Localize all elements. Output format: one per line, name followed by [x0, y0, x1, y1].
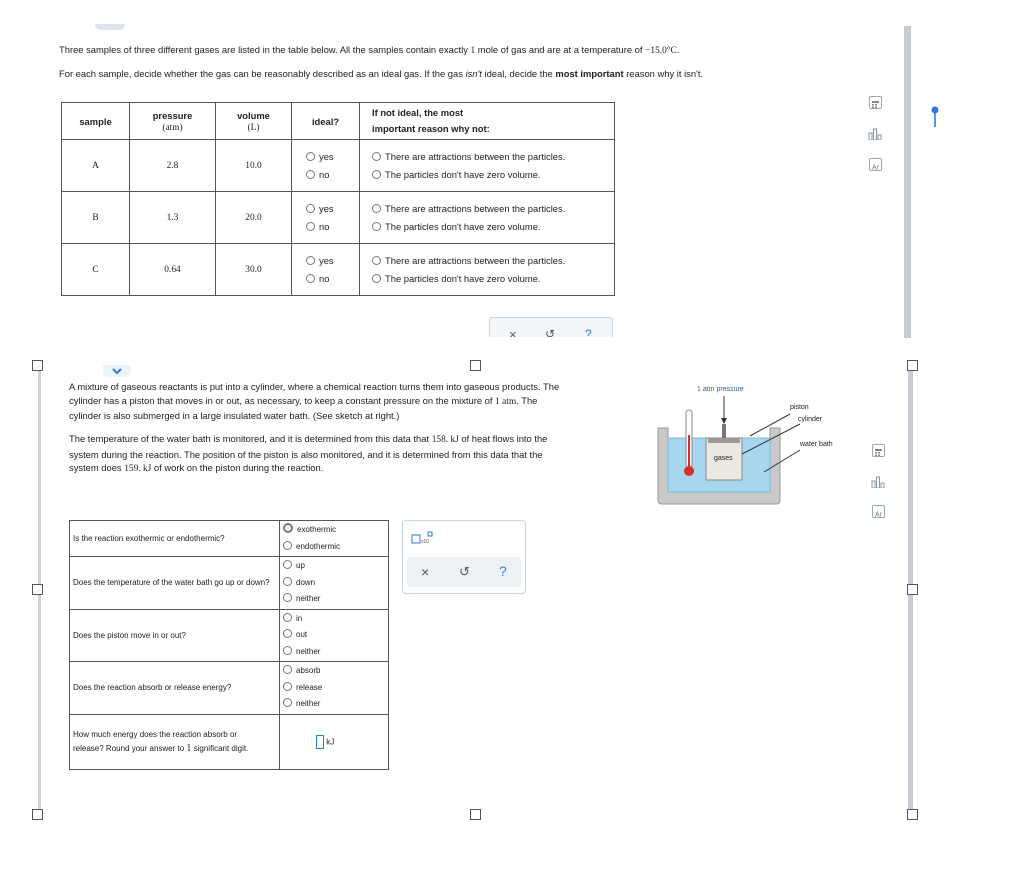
option-label: neither	[296, 646, 321, 656]
reason-cell	[360, 244, 615, 296]
periodic-table-icon[interactable]	[869, 158, 882, 171]
option-label: The particles don't have zero volume.	[385, 272, 541, 284]
instr-text-c: reason why it isn't.	[623, 68, 704, 79]
collapse-chevron-icon[interactable]	[103, 365, 131, 377]
option-label: There are attractions between the particles.	[385, 202, 566, 214]
periodic-table-icon[interactable]	[872, 505, 885, 518]
ideal-yes-option[interactable]	[306, 148, 358, 166]
radio-button[interactable]	[283, 560, 292, 569]
endothermic-option[interactable]	[283, 539, 387, 556]
clear-button[interactable]: ×	[509, 327, 517, 337]
p2-heat: 158. kJ	[431, 435, 459, 445]
q5-digit: 1	[186, 742, 192, 754]
up-option[interactable]	[283, 558, 387, 575]
part1-instructions	[59, 68, 703, 80]
option-label: There are attractions between the particles.	[385, 254, 566, 266]
answer-cell	[280, 557, 389, 610]
option-label: yes	[319, 202, 334, 214]
header-reason-line1: If not ideal, the most	[372, 107, 464, 118]
undo-button[interactable]: ↺	[459, 564, 470, 579]
reason-volume-option[interactable]	[372, 270, 613, 288]
out-option[interactable]	[283, 627, 387, 644]
p1-text-c: . The	[516, 394, 538, 406]
intro-text-b: mole of gas and are at a temperature of	[475, 44, 646, 55]
header-volume	[216, 103, 292, 140]
option-label: There are attractions between the particles.	[385, 150, 566, 162]
option-label: no	[319, 220, 330, 232]
svg-text:x10: x10	[421, 539, 430, 545]
reason-attractions-option[interactable]	[372, 200, 613, 218]
ideal-yes-option[interactable]	[306, 252, 358, 270]
intro-text-a: Three samples of three different gases are listed in the table below. All the samples contain exactly	[59, 44, 471, 55]
reason-attractions-option[interactable]	[372, 148, 613, 166]
ideal-cell	[292, 140, 360, 192]
q5-text-b: release? Round your answer to	[73, 743, 187, 753]
resize-handle[interactable]	[907, 584, 918, 595]
pressure-cell: 1.3	[130, 192, 216, 244]
calculator-icon[interactable]	[872, 444, 885, 457]
table-row	[70, 557, 389, 610]
question-cell: Does the piston move in or out?	[70, 609, 280, 662]
undo-button[interactable]: ↺	[545, 327, 556, 337]
table-row	[70, 662, 389, 715]
gas-samples-table	[61, 102, 615, 296]
intro-text-c: .	[676, 44, 680, 55]
reason-cell	[360, 140, 615, 192]
reason-attractions-option[interactable]	[372, 252, 613, 270]
intro-mole-number: 1	[470, 46, 476, 56]
pressure-label: 1 atm pressure	[697, 386, 744, 393]
pressure-cell: 2.8	[130, 140, 216, 192]
q5-line-2	[73, 742, 278, 756]
p2-line-1	[69, 432, 659, 448]
neither-option[interactable]	[283, 644, 387, 661]
gases-label: gases	[714, 455, 733, 462]
ideal-cell	[292, 244, 360, 296]
reason-volume-option[interactable]	[372, 166, 613, 184]
bar-chart-icon[interactable]	[868, 127, 882, 139]
radio-button[interactable]	[283, 593, 292, 602]
radio-button[interactable]	[283, 523, 293, 533]
table-row	[62, 192, 615, 244]
resize-handle[interactable]	[32, 360, 43, 371]
pin-marker-icon	[930, 106, 940, 128]
exothermic-option[interactable]	[283, 522, 387, 539]
option-label: in	[296, 613, 303, 623]
radio-button[interactable]	[372, 222, 381, 231]
radio-button[interactable]	[283, 682, 292, 691]
instr-isnt: isn't	[465, 68, 482, 79]
answer-cell	[280, 714, 389, 769]
resize-handle[interactable]	[32, 809, 43, 820]
option-label: release	[296, 682, 323, 692]
p2-line-2: system during the reaction. The position of the piston is also monitored, and it is determined from this data that the	[69, 448, 543, 460]
part1-answer-toolbar	[489, 317, 613, 337]
radio-button[interactable]	[306, 170, 315, 179]
volume-cell: 30.0	[216, 244, 292, 296]
radio-button[interactable]	[372, 152, 381, 161]
volume-cell: 10.0	[216, 140, 292, 192]
bar-chart-icon[interactable]	[871, 475, 885, 487]
neither-option[interactable]	[283, 696, 387, 713]
help-button[interactable]: ?	[585, 327, 592, 337]
radio-button[interactable]	[306, 256, 315, 265]
part2-paragraph-2	[69, 432, 659, 477]
radio-button[interactable]	[283, 541, 292, 550]
answer-cell	[280, 662, 389, 715]
ideal-no-option[interactable]	[306, 270, 358, 288]
radio-button[interactable]	[283, 698, 292, 707]
collapse-tab[interactable]	[95, 24, 125, 30]
neither-option[interactable]	[283, 591, 387, 608]
svg-text:Ar: Ar	[872, 164, 879, 172]
ideal-no-option[interactable]	[306, 166, 358, 184]
down-option[interactable]	[283, 575, 387, 592]
table-row	[70, 714, 389, 769]
ideal-no-option[interactable]	[306, 218, 358, 236]
radio-button[interactable]	[306, 222, 315, 231]
intro-temperature: −15.0°C	[645, 46, 677, 56]
radio-button[interactable]	[372, 256, 381, 265]
radio-button[interactable]	[372, 170, 381, 179]
question-cell: Does the temperature of the water bath go up or down?	[70, 557, 280, 610]
resize-handle[interactable]	[907, 809, 918, 820]
p2-line-3	[69, 461, 659, 477]
in-option[interactable]	[283, 611, 387, 628]
sample-cell: A	[62, 140, 130, 192]
toolbar-actions	[407, 557, 521, 587]
thermometer-bulb	[684, 466, 694, 476]
question-cell	[70, 714, 280, 769]
sample-cell: C	[62, 244, 130, 296]
table-row	[62, 140, 615, 192]
option-label: yes	[319, 254, 334, 266]
p2-text-b: of heat flows into the	[458, 433, 548, 444]
unit-label: kJ	[326, 737, 335, 746]
question-cell: Does the reaction absorb or release energy?	[70, 662, 280, 715]
option-label: exothermic	[297, 525, 337, 534]
resize-handle[interactable]	[32, 584, 43, 595]
option-label: out	[296, 630, 308, 639]
option-label: yes	[319, 150, 334, 162]
option-label: up	[296, 561, 305, 570]
instr-text-a: For each sample, decide whether the gas can be reasonably described as an ideal gas. If the gas	[59, 68, 466, 79]
radio-button[interactable]	[283, 613, 292, 622]
radio-button[interactable]	[306, 204, 315, 213]
p1-line-3: cylinder is also submerged in a large insulated water bath. (See sketch at right.)	[69, 410, 400, 421]
p1-pressure: 1 atm	[495, 396, 517, 407]
answer-cell	[280, 609, 389, 662]
resize-handle[interactable]	[907, 360, 918, 371]
scrollbar[interactable]	[904, 26, 911, 338]
calculator-icon[interactable]	[869, 96, 882, 109]
part2-paragraph-1	[69, 380, 659, 423]
cylinder-label: cylinder	[798, 416, 823, 423]
volume-cell: 20.0	[216, 192, 292, 244]
resize-handle[interactable]	[470, 360, 481, 371]
header-pressure-label: pressure	[152, 109, 193, 121]
option-label: neither	[296, 594, 321, 603]
answer-cell	[280, 521, 389, 557]
header-ideal: ideal?	[292, 103, 360, 140]
water-bath-label: water bath	[800, 441, 833, 448]
ideal-cell	[292, 192, 360, 244]
energy-answer-input[interactable]	[316, 735, 324, 749]
header-sample: sample	[62, 103, 130, 140]
radio-button[interactable]	[283, 577, 292, 586]
option-label: The particles don't have zero volume.	[385, 220, 541, 232]
radio-button[interactable]	[283, 665, 292, 674]
option-label: neither	[296, 699, 321, 708]
piston-label: piston	[790, 404, 809, 411]
reason-cell	[360, 192, 615, 244]
p1-line-1: A mixture of gaseous reactants is put into a cylinder, where a chemical reaction turns them into gaseous products. The	[69, 381, 560, 392]
clear-button[interactable]: ×	[421, 564, 430, 580]
option-label: no	[319, 272, 330, 284]
reaction-questions-table	[69, 520, 389, 770]
p2-text-a: The temperature of the water bath is monitored, and it is determined from this data that	[69, 433, 432, 444]
table-row	[70, 521, 389, 557]
header-volume-unit: (L)	[247, 122, 260, 133]
radio-button[interactable]	[283, 646, 292, 655]
absorb-option[interactable]	[283, 663, 387, 680]
q5-line-1: How much energy does the reaction absorb or	[73, 729, 238, 739]
option-label: no	[319, 168, 330, 180]
ideal-yes-option[interactable]	[306, 200, 358, 218]
reason-volume-option[interactable]	[372, 218, 613, 236]
piston-rod	[722, 424, 726, 438]
release-option[interactable]	[283, 680, 387, 697]
radio-button[interactable]	[372, 204, 381, 213]
piston	[708, 438, 740, 443]
scientific-notation-icon[interactable]	[411, 531, 433, 545]
radio-button[interactable]	[306, 152, 315, 161]
table-row	[70, 609, 389, 662]
part1-intro	[59, 44, 679, 57]
sample-cell: B	[62, 192, 130, 244]
header-pressure	[130, 103, 216, 140]
p1-text-b: cylinder has a piston that moves in or out, as necessary, to keep a constant pressure on the mixture of	[69, 394, 496, 406]
instr-text-b: ideal, decide the	[481, 68, 556, 79]
resize-handle[interactable]	[470, 809, 481, 820]
svg-text:Ar: Ar	[875, 511, 882, 519]
part2-answer-toolbar	[402, 520, 526, 594]
header-pressure-unit: (atm)	[162, 122, 183, 133]
p2-text-d: system does	[69, 462, 125, 473]
radio-button[interactable]	[372, 274, 381, 283]
pressure-cell: 0.64	[130, 244, 216, 296]
p2-text-e: of work on the piston during the reaction.	[151, 462, 324, 473]
question-cell: Is the reaction exothermic or endothermic?	[70, 521, 280, 557]
instr-most-important: most important	[555, 68, 624, 79]
table-row	[62, 244, 615, 296]
option-label: down	[296, 577, 316, 587]
radio-button[interactable]	[283, 629, 292, 638]
option-label: absorb	[296, 666, 321, 675]
header-reason	[360, 103, 615, 140]
header-reason-line2: important reason why not:	[372, 123, 490, 134]
header-volume-label: volume	[237, 109, 270, 121]
radio-button[interactable]	[306, 274, 315, 283]
option-label: endothermic	[296, 541, 341, 551]
q5-text-c: significant digit.	[191, 743, 249, 753]
p2-work: 159. kJ	[124, 464, 152, 474]
option-label: The particles don't have zero volume.	[385, 168, 541, 180]
help-button[interactable]: ?	[499, 563, 507, 579]
p1-line-2	[69, 394, 659, 410]
